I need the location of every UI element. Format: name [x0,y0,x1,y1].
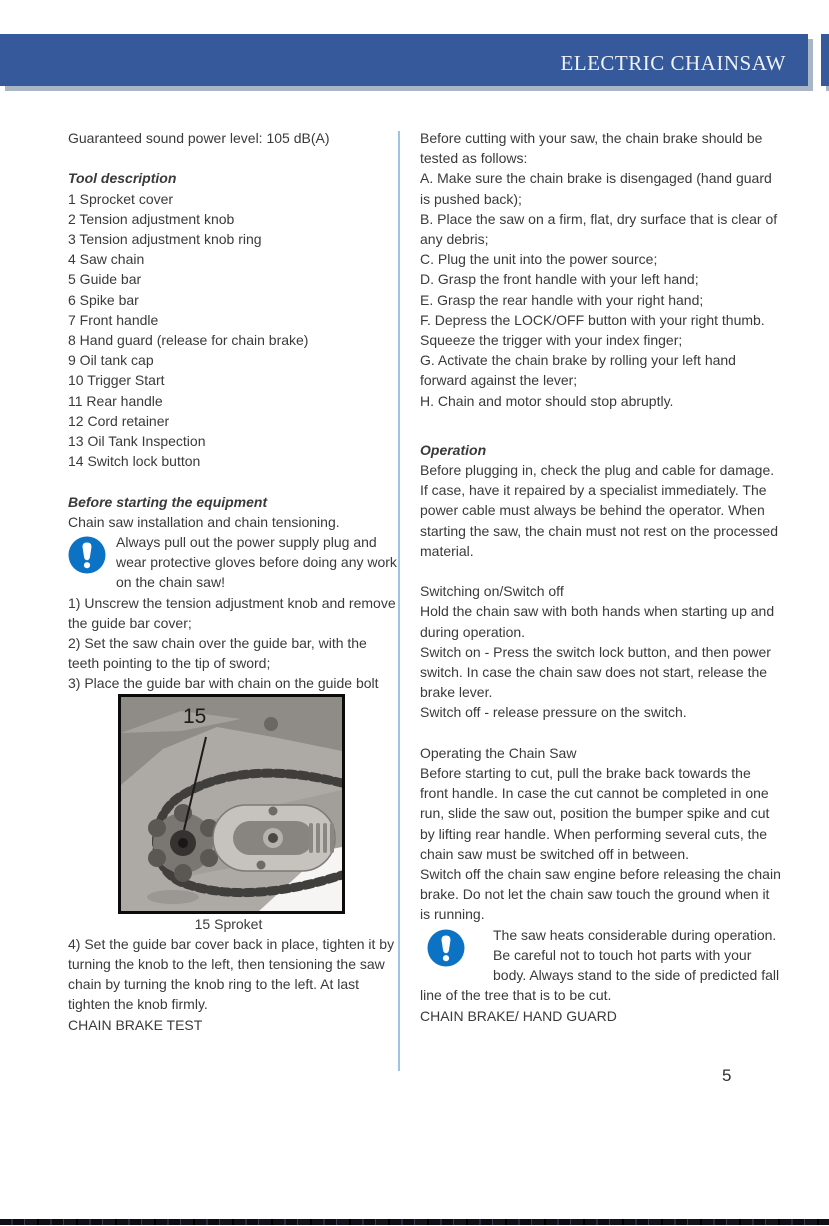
operating-para-1: Before starting to cut, pull the brake back towards the front handle. In case the cut cannot be completed in one run, slide the saw out, position the bumper spike and cut by lifting rear handle. When performing several cuts, the chain saw must be switched off in between. [420,765,770,862]
list-item: 2 Tension adjustment knob [68,210,235,227]
list-item: 6 Spike bar [68,291,139,308]
heat-warning-block [420,925,782,1006]
list-item: 10 Trigger Start [68,372,165,389]
list-item: 4 Saw chain [68,251,145,268]
brake-step-g: G. Activate the chain brake by rolling your left hand forward against the lever; [420,352,736,389]
list-item: 3 Tension adjustment knob ring [68,231,262,247]
list-item: 7 Front handle [68,311,159,328]
sound-power-level: Guaranteed sound power level: 105 dB(A) [68,130,330,146]
warning-block [68,532,400,593]
installation-intro: Chain saw installation and chain tensioning. [68,513,340,530]
list-item: 5 Guide bar [68,271,142,288]
list-item: 1 Sprocket cover [68,190,174,207]
switching-line-3: Switch off - release pressure on the switch. [420,704,687,721]
heat-warning-text: The saw heats considerable during operation. Be careful not to touch hot parts with your body. Always stand to the side of predicted fall line of the tree that is to be cut. [420,926,780,1004]
step-3: 3) Place the guide bar with chain on the guide bolt [68,675,379,692]
chain-brake-guard-label: CHAIN BRAKE/ HAND GUARD [420,1007,617,1024]
sprocket-figure [118,694,339,934]
operation-body: Before plugging in, check the plug and cable for damage. If case, have it repaired by a specialist immediately. The power cable must always be behind the operator. When starting the saw, the chain must not rest on the processed material. [420,462,778,559]
chain-brake-test-label: CHAIN BRAKE TEST [68,1016,203,1033]
warning-text: Always pull out the power supply plug and wear protective gloves before doing any work on the chain saw! [116,534,397,591]
step-4: 4) Set the guide bar cover back in place, tighten it by turning the knob to the left, then tensioning the saw chain by turning the knob ring to the left. At last tighten the knob firmly. [68,935,395,1013]
brake-step-c: C. Plug the unit into the power source; [420,251,658,268]
operation-heading: Operation [420,441,487,458]
header-bar [0,34,808,86]
list-item: 14 Switch lock button [68,453,201,470]
brake-test-intro: Before cutting with your saw, the chain brake should be tested as follows: [420,130,763,167]
page-title: ELECTRIC CHAINSAW [560,50,786,75]
switching-line-2: Switch on - Press the switch lock button, and then power switch. In case the chain saw does not start, release the brake lever. [420,643,771,701]
brake-step-e: E. Grasp the rear handle with your right hand; [420,291,704,308]
list-item: 9 Oil tank cap [68,352,154,369]
list-item: 11 Rear handle [68,392,163,409]
before-starting-heading: Before starting the equipment [68,493,268,510]
bottom-rule [0,1219,829,1225]
sprocket-photo [118,694,345,914]
brake-step-h: H. Chain and motor should stop abruptly. [420,392,674,409]
operating-para-2: Switch off the chain saw engine before releasing the chain brake. Do not let the chain saw touch the ground when it is running. [420,866,781,923]
sprocket-photo-graphic [121,697,342,911]
left-column [68,128,400,1035]
list-item: 8 Hand guard (release for chain brake) [68,332,309,349]
switching-line-1: Hold the chain saw with both hands when starting up and during operation. [420,603,775,640]
page-number: 5 [722,1066,732,1085]
operating-heading: Operating the Chain Saw [420,744,577,761]
brake-step-b: B. Place the saw on a firm, flat, dry surface that is clear of any debris; [420,210,778,248]
step-1: 1) Unscrew the tension adjustment knob and remove the guide bar cover; [68,594,396,631]
brake-step-a: A. Make sure the chain brake is disengaged (hand guard is pushed back); [420,170,772,207]
list-item: 13 Oil Tank Inspection [68,433,206,450]
right-column [420,128,782,1026]
step-2: 2) Set the saw chain over the guide bar, with the teeth pointing to the tip of sword; [68,635,367,672]
brake-step-f: F. Depress the LOCK/OFF button with your right thumb. Squeeze the trigger with your index finger; [420,311,765,349]
figure-caption: 15 Sproket [194,915,263,932]
mandatory-action-icon [427,928,465,968]
list-item: 12 Cord retainer [68,412,170,429]
tool-description-heading: Tool description [68,170,177,187]
brake-step-d: D. Grasp the front handle with your left hand; [420,271,699,288]
header-edge-block [821,34,829,86]
switching-heading: Switching on/Switch off [420,583,564,600]
mandatory-action-icon [68,535,106,575]
figure-part-label: 15 [183,704,207,728]
